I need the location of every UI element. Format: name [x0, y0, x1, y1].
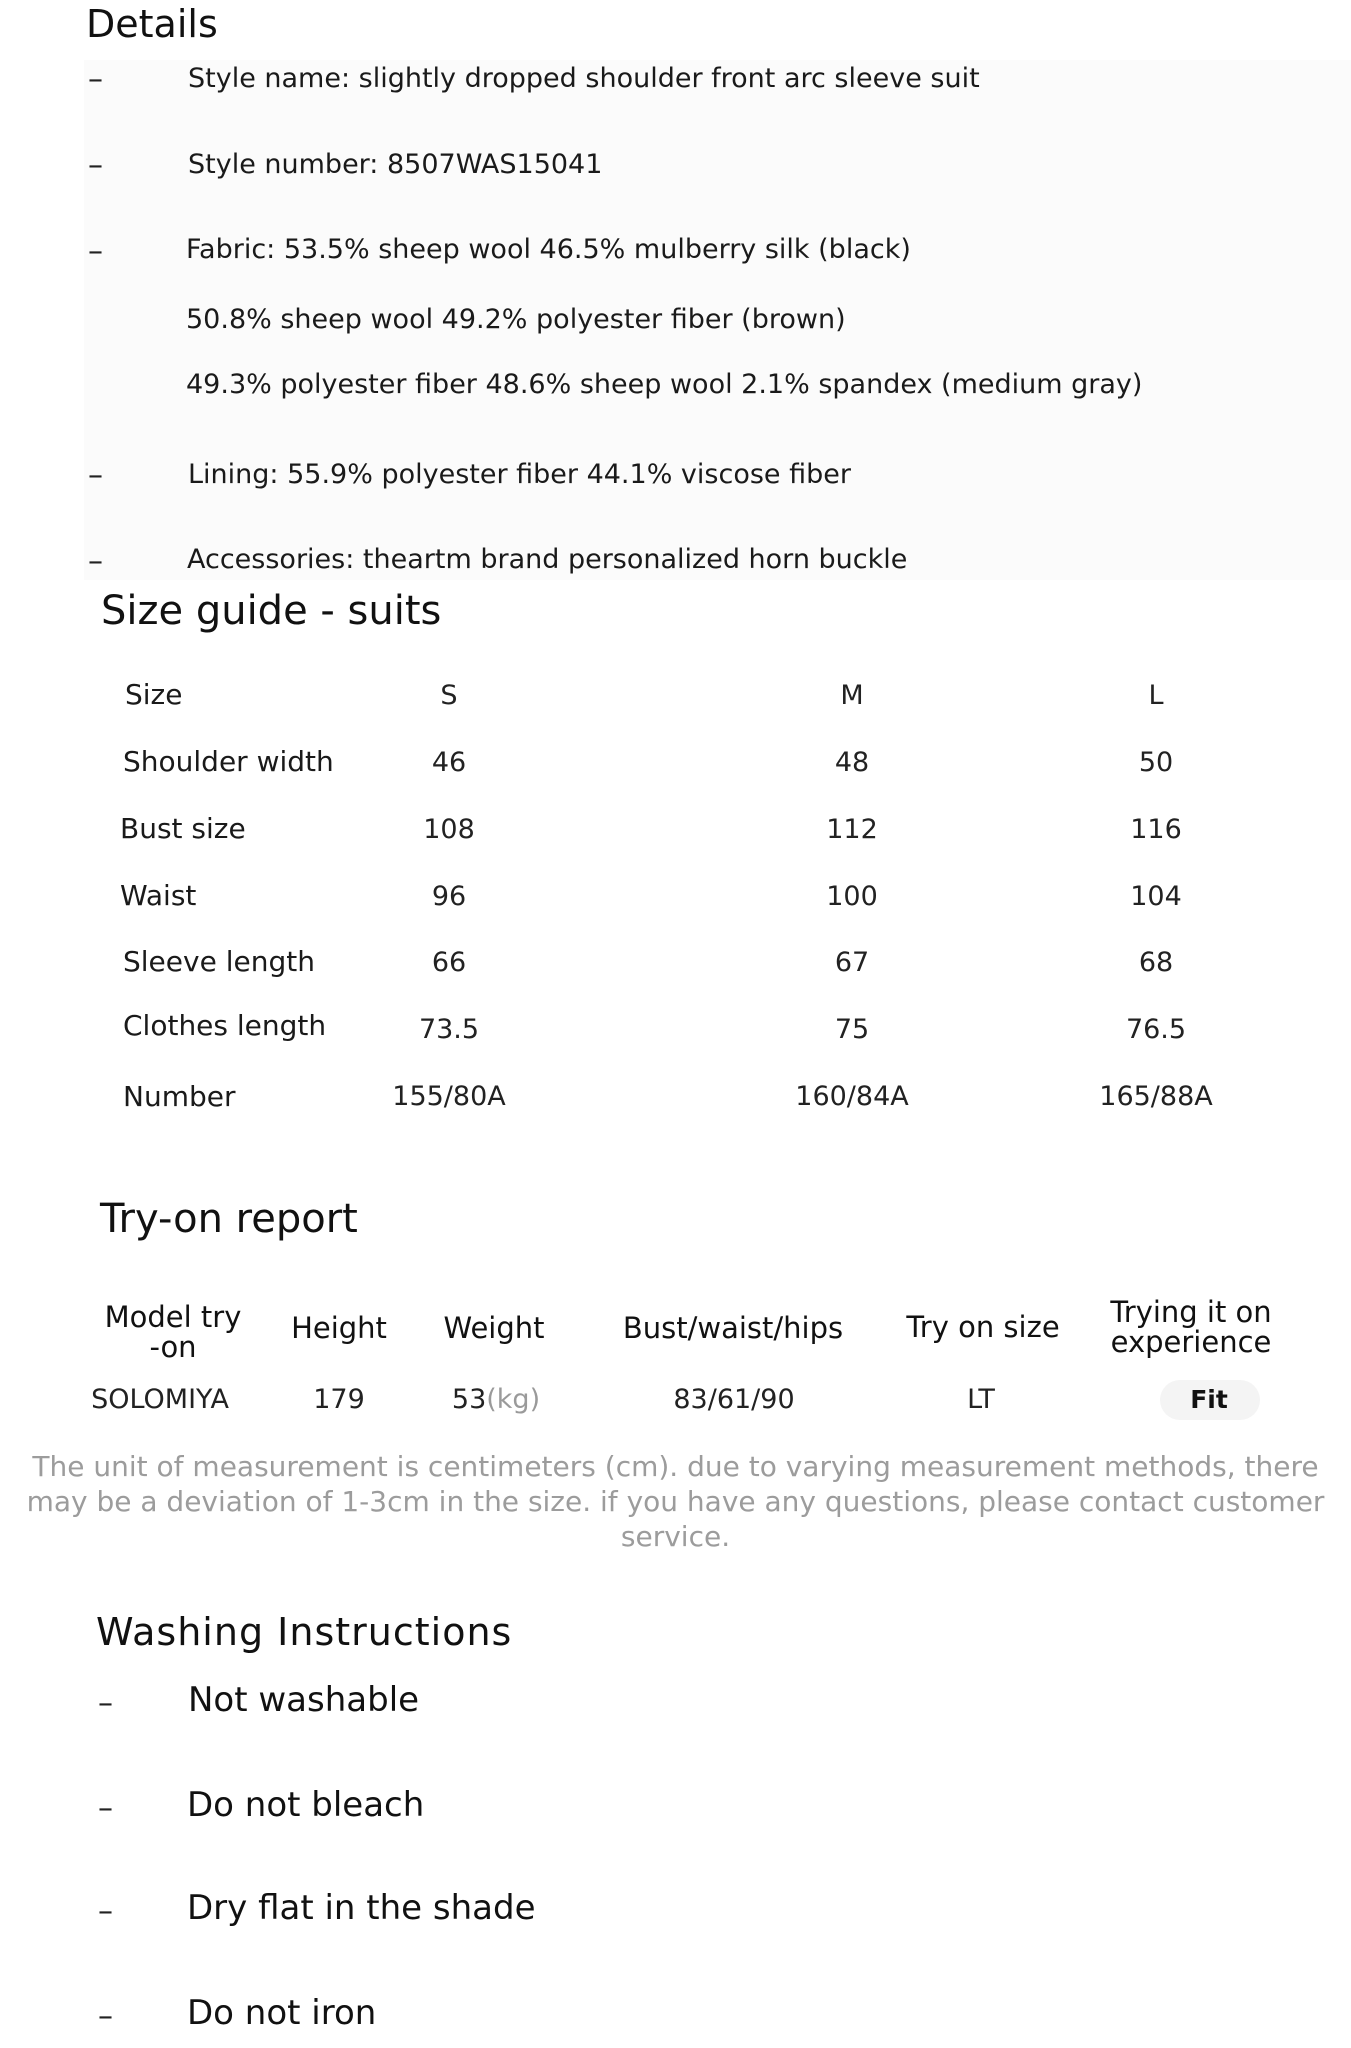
details-bullet: –: [88, 148, 103, 183]
row-label-shoulder-width: Shoulder width: [123, 745, 334, 778]
cell-length-l: 76.5: [1125, 1014, 1187, 1045]
details-bullet: –: [88, 62, 103, 97]
cell-size-s: S: [440, 680, 458, 711]
cell-try-size: LT: [967, 1384, 995, 1415]
header-weight: Weight: [443, 1311, 545, 1345]
tryon-heading: Try-on report: [100, 1196, 358, 1242]
header-measurements: Bust/waist/hips: [622, 1311, 844, 1345]
washing-heading: Washing Instructions: [96, 1610, 513, 1654]
cell-number-s: 155/80A: [392, 1081, 506, 1112]
cell-height: 179: [313, 1384, 365, 1415]
cell-weight: [452, 1384, 540, 1415]
cell-number-m: 160/84A: [795, 1081, 909, 1112]
header-experience: Trying it on experience: [1110, 1295, 1272, 1359]
cell-bust-l: 116: [1130, 814, 1182, 845]
size-guide-heading: Size guide - suits: [101, 588, 442, 634]
details-bullet: –: [88, 234, 103, 269]
cell-bust-s: 108: [423, 814, 475, 845]
cell-sleeve-m: 67: [834, 947, 870, 978]
cell-waist-l: 104: [1130, 881, 1182, 912]
row-label-sleeve-length: Sleeve length: [123, 945, 315, 978]
cell-shoulder-l: 50: [1138, 747, 1174, 778]
wash-item-do-not-bleach: Do not bleach: [187, 1785, 425, 1825]
detail-accessories: Accessories: theartm brand personalized horn buckle: [187, 544, 908, 575]
header-model: Model try -on: [104, 1300, 242, 1364]
cell-shoulder-s: 46: [431, 747, 467, 778]
cell-length-s: 73.5: [418, 1014, 480, 1045]
details-bullet: –: [88, 458, 103, 493]
detail-fabric-gray: 49.3% polyester fiber 48.6% sheep wool 2.1% spandex (medium gray): [186, 369, 1143, 400]
row-label-bust-size: Bust size: [120, 812, 246, 845]
washing-bullet: –: [98, 1999, 113, 2034]
row-label-clothes-length: Clothes length: [123, 1009, 327, 1042]
wash-item-not-washable: Not washable: [188, 1680, 420, 1720]
cell-size-m: M: [840, 680, 864, 711]
cell-size-l: L: [1148, 680, 1164, 711]
detail-lining: Lining: 55.9% polyester fiber 44.1% viscose fiber: [188, 459, 851, 490]
wash-item-do-not-iron: Do not iron: [187, 1993, 377, 2033]
cell-measurements: 83/61/90: [673, 1384, 795, 1415]
cell-sleeve-s: 66: [431, 947, 467, 978]
detail-style-number: Style number: 8507WAS15041: [188, 149, 603, 180]
cell-bust-m: 112: [826, 814, 878, 845]
weight-unit: (kg): [486, 1384, 541, 1415]
weight-value: 53: [451, 1384, 487, 1415]
cell-shoulder-m: 48: [834, 747, 870, 778]
cell-waist-s: 96: [431, 881, 467, 912]
cell-sleeve-l: 68: [1138, 947, 1174, 978]
cell-number-l: 165/88A: [1099, 1081, 1213, 1112]
measurement-note: The unit of measurement is centimeters (cm). due to varying measurement methods, there may be a deviation of 1-3cm in the size. if you have any questions, please contact customer service.: [26, 1450, 1325, 1553]
detail-style-name: Style name: slightly dropped shoulder front arc sleeve suit: [188, 63, 980, 94]
cell-length-m: 75: [834, 1014, 870, 1045]
detail-fabric-brown: 50.8% sheep wool 49.2% polyester fiber (brown): [186, 304, 846, 335]
detail-fabric-black: Fabric: 53.5% sheep wool 46.5% mulberry silk (black): [186, 234, 911, 265]
washing-bullet: –: [98, 1686, 113, 1721]
details-bullet: –: [88, 544, 103, 579]
row-label-size: Size: [125, 678, 183, 711]
washing-bullet: –: [98, 1894, 113, 1929]
details-heading: Details: [86, 2, 218, 46]
washing-bullet: –: [98, 1791, 113, 1826]
row-label-waist: Waist: [120, 879, 197, 912]
header-height: Height: [291, 1311, 387, 1345]
cell-experience: Fit: [1190, 1385, 1228, 1414]
cell-model: SOLOMIYA: [91, 1384, 229, 1415]
cell-waist-m: 100: [826, 881, 878, 912]
header-try-size: Try on size: [906, 1310, 1060, 1344]
wash-item-dry-flat: Dry flat in the shade: [187, 1888, 536, 1928]
row-label-number: Number: [123, 1080, 236, 1113]
